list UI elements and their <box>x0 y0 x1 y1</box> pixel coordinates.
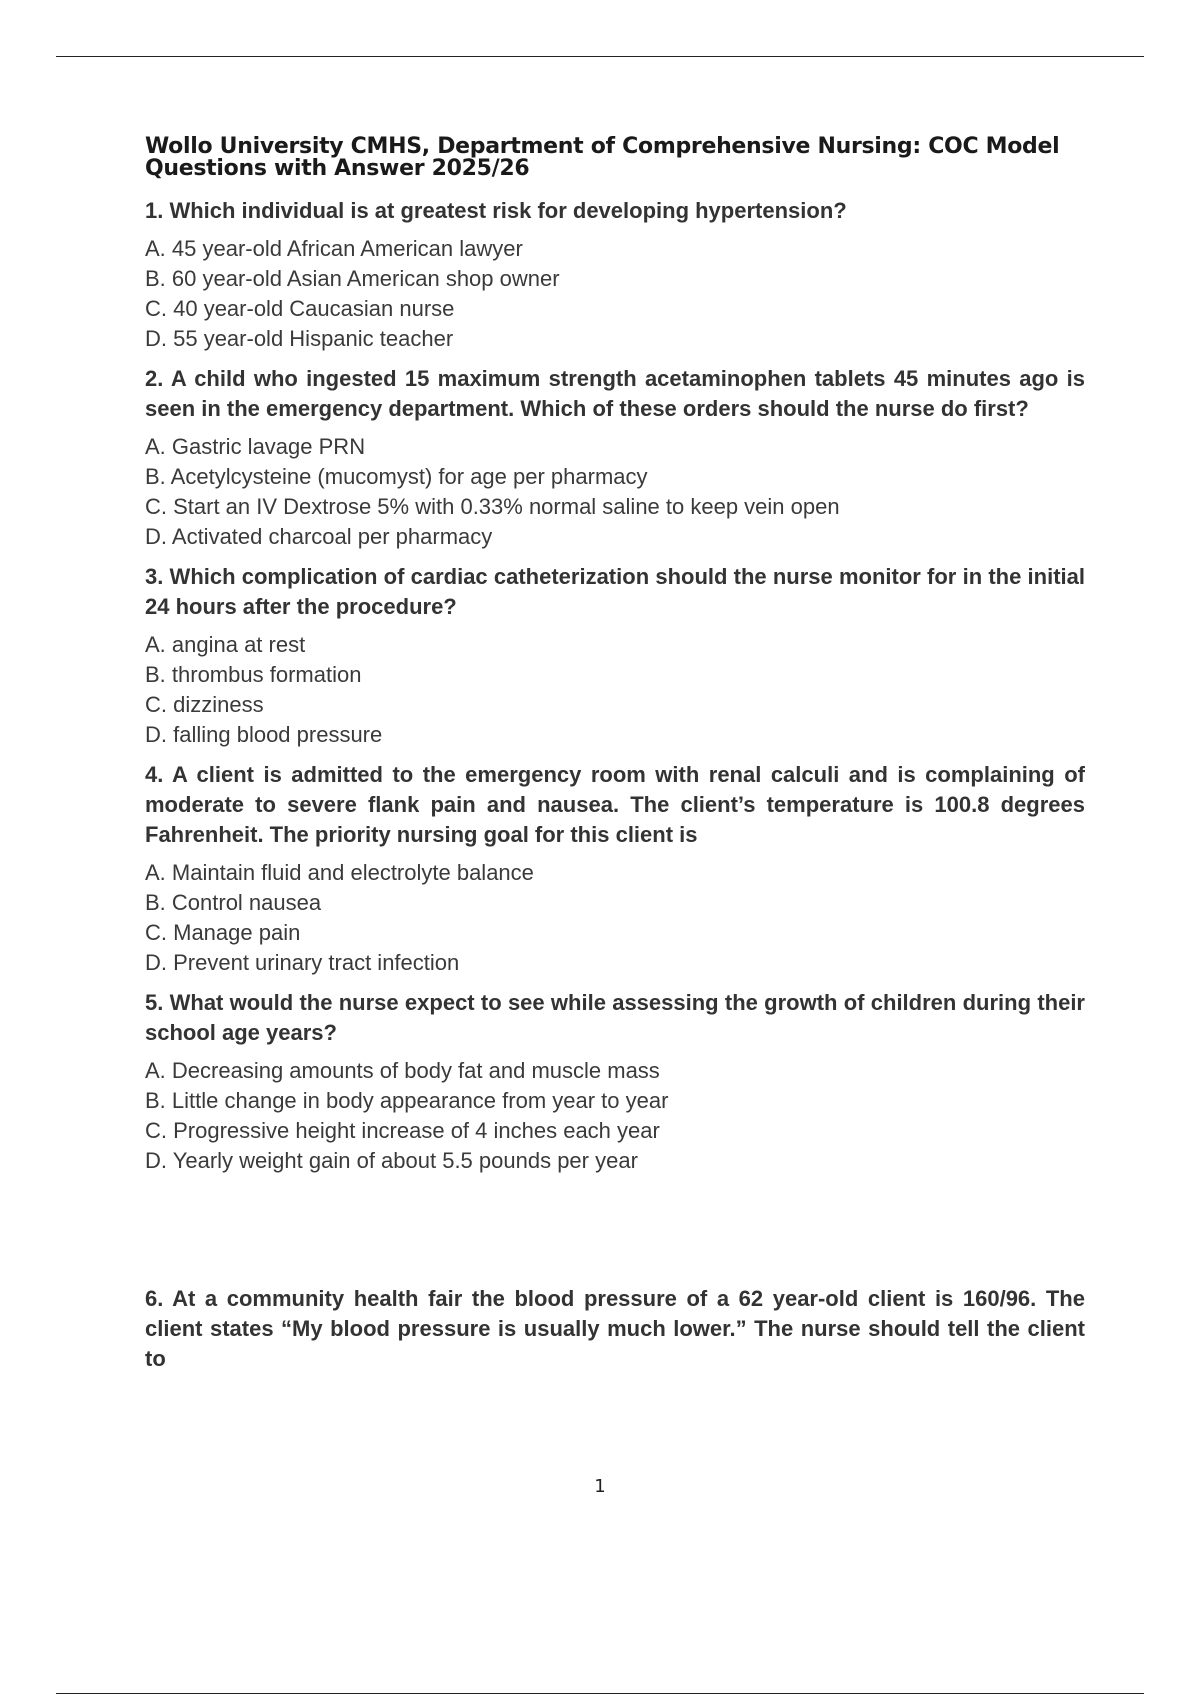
page-number: 1 <box>594 1476 606 1497</box>
option-c: C. Start an IV Dextrose 5% with 0.33% normal saline to keep vein open <box>145 494 840 519</box>
option-d: D. Prevent urinary tract infection <box>145 950 460 975</box>
option-a: A. 45 year-old African American lawyer <box>145 236 523 261</box>
question-text: 3. Which complication of cardiac catheterization should the nurse monitor for in the initial 24 hours after the procedure? <box>145 564 1085 619</box>
document-title: Wollo University CMHS, Department of Comprehensive Nursing: COC Model Questions with Answer 2025/26 <box>145 134 1060 181</box>
blank-space <box>145 1186 1085 1284</box>
option-d: D. Yearly weight gain of about 5.5 pounds per year <box>145 1148 638 1173</box>
question-1 <box>145 196 1085 354</box>
question-text: 2. A child who ingested 15 maximum strength acetaminophen tablets 45 minutes ago is seen in the emergency department. Which of these orders should the nurse do first? <box>145 366 1085 421</box>
option-b: B. Little change in body appearance from year to year <box>145 1088 669 1113</box>
option-a: A. angina at rest <box>145 632 306 657</box>
option-c: C. Manage pain <box>145 920 301 945</box>
option-b: B. thrombus formation <box>145 662 362 687</box>
option-c: C. dizziness <box>145 692 264 717</box>
answer-options <box>145 630 1085 750</box>
question-6 <box>145 1284 1085 1374</box>
answer-options <box>145 1056 1085 1176</box>
option-d: D. Activated charcoal per pharmacy <box>145 524 493 549</box>
question-2 <box>145 364 1085 552</box>
option-b: B. Acetylcysteine (mucomyst) for age per pharmacy <box>145 464 648 489</box>
question-text: 5. What would the nurse expect to see while assessing the growth of children during their school age years? <box>145 990 1085 1045</box>
option-b: B. 60 year-old Asian American shop owner <box>145 266 560 291</box>
option-d: D. falling blood pressure <box>145 722 383 747</box>
question-4 <box>145 760 1085 978</box>
question-text: 1. Which individual is at greatest risk for developing hypertension? <box>145 198 847 223</box>
question-5 <box>145 988 1085 1176</box>
top-rule <box>56 56 1144 57</box>
answer-options <box>145 858 1085 978</box>
bottom-rule <box>56 1693 1144 1694</box>
option-a: A. Maintain fluid and electrolyte balance <box>145 860 534 885</box>
question-text: 6. At a community health fair the blood pressure of a 62 year-old client is 160/96. The client states “My blood pressure is usually much lower.” The nurse should tell the client to <box>145 1286 1085 1371</box>
question-text: 4. A client is admitted to the emergency room with renal calculi and is complaining of moderate to severe flank pain and nausea. The client’s temperature is 100.8 degrees Fahrenheit. The priority nursing goal for this client is <box>145 762 1085 847</box>
option-a: A. Gastric lavage PRN <box>145 434 366 459</box>
option-c: C. 40 year-old Caucasian nurse <box>145 296 455 321</box>
document-body <box>145 136 1085 1382</box>
option-d: D. 55 year-old Hispanic teacher <box>145 326 454 351</box>
answer-options <box>145 432 1085 552</box>
option-a: A. Decreasing amounts of body fat and muscle mass <box>145 1058 660 1083</box>
answer-options <box>145 234 1085 354</box>
question-3 <box>145 562 1085 750</box>
option-c: C. Progressive height increase of 4 inches each year <box>145 1118 660 1143</box>
option-b: B. Control nausea <box>145 890 322 915</box>
